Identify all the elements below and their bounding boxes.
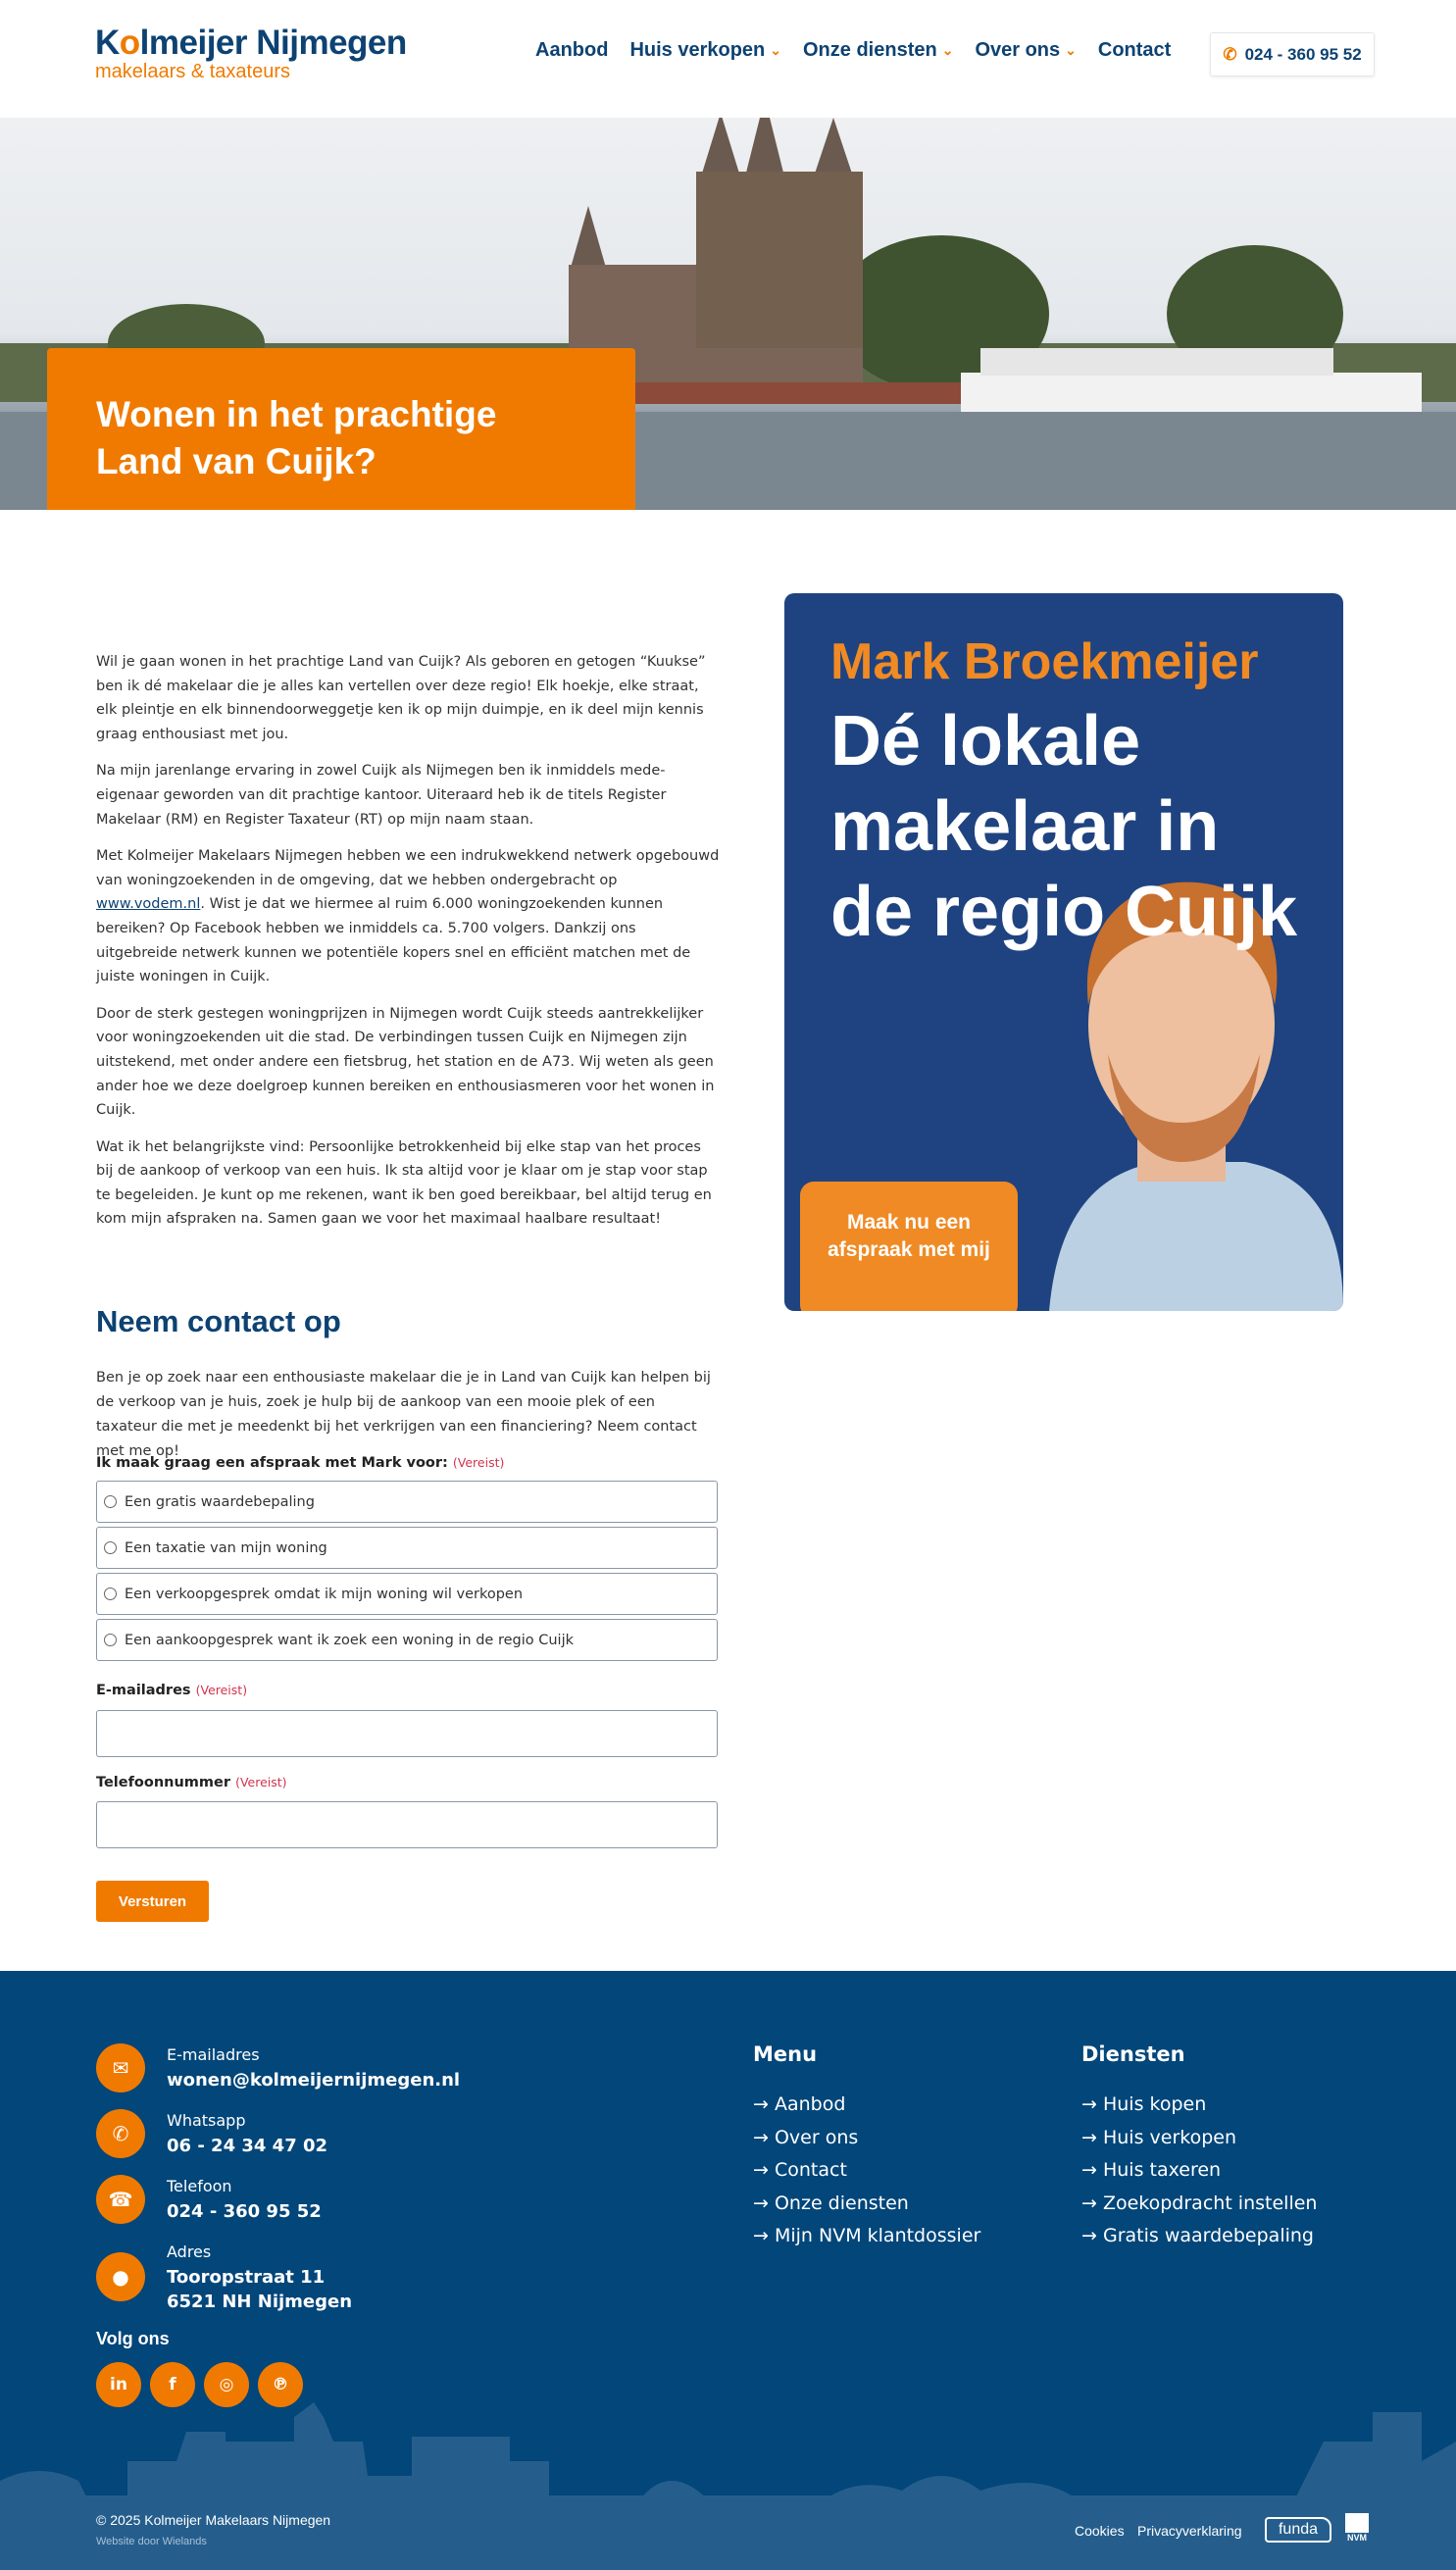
email-label — [96, 1683, 247, 1698]
agent-name: Mark Broekmeijer — [830, 633, 1259, 690]
linkedin-icon[interactable]: in — [96, 2362, 141, 2407]
mail-icon: ✉ — [96, 2043, 145, 2092]
radio-option-waardebepaling[interactable] — [96, 1481, 718, 1523]
radio-circle[interactable] — [104, 1495, 117, 1508]
logo-text: K — [95, 24, 120, 62]
link-label: Huis taxeren — [1102, 2159, 1222, 2181]
label-text: Telefoonnummer — [96, 1775, 231, 1790]
phone-icon: ☎ — [96, 2175, 145, 2224]
nav-label: Over ons — [975, 39, 1061, 61]
footer-whatsapp[interactable] — [96, 2109, 327, 2158]
footer-link[interactable]: → Contact — [753, 2159, 847, 2181]
required-marker: (Vereist) — [235, 1775, 287, 1789]
hero-image — [0, 118, 1456, 510]
privacy-link[interactable]: Privacyverklaring — [1137, 2523, 1242, 2539]
paragraph: Wat ik het belangrijkste vind: Persoonlijke betrokkenheid bij elke stap van het proces bij de aankoop of verkoop van een huis. Ik sta altijd voor je klaar om je stap voor stap te begeleiden. Je kunt op me rekenen, want ik ben goed bereikbaar, bel altijd terug en kom mijn afspraken na. Samen gaan we voor het maximaal haalbare resultaat! — [96, 1138, 712, 1228]
phone-button[interactable] — [1210, 32, 1375, 76]
follow-heading: Volg ons — [96, 2329, 170, 2348]
agent-banner[interactable] — [784, 593, 1343, 1311]
main-nav — [535, 39, 1171, 62]
boat — [961, 373, 1422, 417]
radio-option-aankoopgesprek[interactable] — [96, 1619, 718, 1661]
text: Met Kolmeijer Makelaars Nijmegen hebben we een indrukwekkend netwerk opgebouwd van woningzoekenden in de omgeving, dat we hebben ondergebracht op — [96, 848, 720, 888]
option-label: Een aankoopgesprek want ik zoek een woning in de regio Cuijk — [125, 1632, 574, 1648]
radio-circle[interactable] — [104, 1587, 117, 1600]
contact-label: E-mailadres — [167, 2045, 260, 2064]
link-label: Aanbod — [774, 2093, 846, 2115]
chevron-down-icon: ⌄ — [770, 42, 781, 58]
label-text: E-mailadres — [96, 1683, 191, 1698]
footer-link[interactable]: → Onze diensten — [753, 2192, 909, 2214]
submit-button[interactable]: Versturen — [96, 1881, 209, 1922]
link-label: Contact — [774, 2159, 847, 2181]
contact-value[interactable]: wonen@kolmeijernijmegen.nl — [167, 2070, 461, 2091]
menu-heading: Menu — [753, 2042, 818, 2066]
required-marker: (Vereist) — [452, 1455, 505, 1470]
footer-address — [96, 2241, 352, 2314]
appointment-label — [96, 1455, 504, 1471]
link-label: Gratis waardebepaling — [1102, 2225, 1314, 2246]
radio-option-taxatie[interactable] — [96, 1527, 718, 1569]
contact-value: Tooropstraat 11 — [167, 2267, 326, 2288]
radio-circle[interactable] — [104, 1541, 117, 1554]
nav-label: Huis verkopen — [629, 39, 766, 61]
site-header — [0, 0, 1456, 118]
option-label: Een verkoopgesprek omdat ik mijn woning wil verkopen — [125, 1586, 524, 1602]
nav-label: Onze diensten — [803, 39, 937, 61]
nav-over-ons[interactable] — [975, 39, 1076, 62]
footer-email[interactable] — [96, 2043, 460, 2092]
whatsapp-icon: ✆ — [96, 2109, 145, 2158]
link-label: Huis kopen — [1102, 2093, 1207, 2115]
phone-number: 024 - 360 95 52 — [1244, 44, 1362, 64]
pinterest-icon[interactable]: ℗ — [258, 2362, 303, 2407]
hero-title-box — [47, 348, 635, 510]
contact-value[interactable]: 06 - 24 34 47 02 — [167, 2136, 328, 2156]
nvm-label: NVM — [1347, 2533, 1367, 2543]
footer-bottom-bar — [0, 2495, 1456, 2570]
logo[interactable] — [95, 24, 407, 83]
radio-circle[interactable] — [104, 1634, 117, 1646]
link-label: Zoekopdracht instellen — [1102, 2192, 1318, 2214]
intro-text — [96, 650, 720, 1244]
option-label: Een taxatie van mijn woning — [125, 1539, 327, 1556]
hero-title: Wonen in het prachtige Land van Cuijk? — [96, 394, 497, 481]
footer-menu — [753, 2042, 980, 2258]
social-links — [96, 2362, 303, 2407]
paragraph: Na mijn jarenlange ervaring in zowel Cuijk als Nijmegen ben ik inmiddels mede-eigenaar geworden van dit prachtige kantoor. Uiteraard heb ik de titels Register Makelaar (RM) en Register Taxateur (RT) op mijn naam staan. — [96, 763, 667, 828]
phone-icon: ✆ — [1223, 44, 1237, 64]
text: . Wist je dat we hiermee al ruim 6.000 woningzoekenden kunnen bereiken? Op Facebook hebben we inmiddels ca. 5.700 volgers. Dankzij ons uitgebreide netwerk kunnen we potentiële kopers snel en efficiënt matchen met de juiste woningen in Cuijk. — [96, 896, 691, 985]
logo-tagline: makelaars & taxateurs — [95, 61, 290, 82]
link-label: Mijn NVM klantdossier — [774, 2225, 981, 2246]
copyright: © 2025 Kolmeijer Makelaars Nijmegen — [96, 2512, 331, 2528]
phone-label — [96, 1775, 287, 1790]
nav-label: Aanbod — [535, 39, 609, 61]
footer-services — [1081, 2042, 1317, 2258]
required-marker: (Vereist) — [195, 1683, 248, 1697]
nvm-logo[interactable] — [1343, 2513, 1371, 2543]
contact-value: 6521 NH Nijmegen — [167, 2292, 353, 2312]
footer-link[interactable]: → Over ons — [753, 2126, 859, 2148]
location-icon: ● — [96, 2252, 145, 2301]
banner-headline: Dé lokale makelaar in de regio Cuijk — [830, 702, 1298, 951]
email-field[interactable] — [96, 1710, 718, 1757]
nav-label: Contact — [1097, 39, 1172, 61]
nav-huis-verkopen[interactable] — [629, 39, 781, 62]
link-label: Huis verkopen — [1102, 2126, 1237, 2148]
radio-option-verkoopgesprek[interactable] — [96, 1573, 718, 1615]
nav-aanbod[interactable] — [535, 39, 608, 62]
services-heading: Diensten — [1081, 2042, 1185, 2066]
footer-link[interactable]: → Huis taxeren — [1081, 2159, 1222, 2181]
credit-link[interactable]: Website door Wielands — [96, 2536, 207, 2547]
nav-contact[interactable] — [1098, 39, 1171, 62]
paragraph: Door de sterk gestegen woningprijzen in Nijmegen wordt Cuijk steeds aantrekkelijker voor woningzoekenden uit die stad. De verbindingen tussen Cuijk en Nijmegen zijn uitstekend, met onder andere een fietsbrug, het station en de A73. Wij weten als geen ander hoe we deze doelgroep kunnen bereiken en enthousiasmeren voor het wonen in Cuijk. — [96, 1005, 715, 1119]
phone-field[interactable] — [96, 1801, 718, 1848]
contact-label: Whatsapp — [167, 2111, 246, 2130]
appointment-cta[interactable]: Maak nu een afspraak met mij — [800, 1182, 1018, 1311]
logo-text: o — [119, 24, 140, 62]
instagram-icon[interactable]: ◎ — [204, 2362, 249, 2407]
footer-link[interactable]: → Mijn NVM klantdossier — [753, 2225, 981, 2246]
footer-link[interactable]: → Aanbod — [753, 2093, 846, 2115]
chevron-down-icon: ⌄ — [941, 42, 954, 58]
contact-intro: Ben je op zoek naar een enthousiaste makelaar die je in Land van Cuijk kan helpen bij de verkoop van je huis, zoek je hulp bij de aankoop van een mooie plek of een taxateur die met je meedenkt bij het verkrijgen van een financiering? Neem contact met me op! — [96, 1370, 711, 1459]
contact-value[interactable]: 024 - 360 95 52 — [167, 2201, 322, 2222]
footer-link[interactable]: → Gratis waardebepaling — [1081, 2225, 1314, 2246]
footer-phone[interactable] — [96, 2175, 322, 2224]
facebook-icon[interactable]: f — [150, 2362, 195, 2407]
link-label: Over ons — [774, 2126, 859, 2148]
paragraph: Wil je gaan wonen in het prachtige Land van Cuijk? Als geboren en getogen “Kuukse” ben ik dé makelaar die je alles kan vertellen over deze regio! Elk hoekje, elke straat, elk pleintje en elk binnendoorweggetje ken ik op mijn duimpje, en ik deel mijn kennis graag enthousiast met jou. — [96, 654, 706, 742]
contact-label: Adres — [167, 2242, 212, 2261]
footer-link[interactable]: → Huis verkopen — [1081, 2126, 1237, 2148]
label-text: Ik maak graag een afspraak met Mark voor: — [96, 1455, 448, 1471]
vodem-link[interactable]: www.vodem.nl — [96, 896, 201, 913]
footer-link[interactable]: → Zoekopdracht instellen — [1081, 2192, 1318, 2214]
funda-logo[interactable]: funda — [1265, 2517, 1331, 2543]
logo-text: lmeijer Nijmegen — [139, 24, 407, 62]
chevron-down-icon: ⌄ — [1065, 42, 1077, 58]
nav-onze-diensten[interactable] — [803, 39, 953, 62]
link-label: Onze diensten — [774, 2192, 909, 2214]
footer-link[interactable]: → Huis kopen — [1081, 2093, 1207, 2115]
contact-label: Telefoon — [167, 2177, 232, 2195]
paragraph — [96, 844, 720, 989]
contact-heading: Neem contact op — [96, 1304, 341, 1338]
option-label: Een gratis waardebepaling — [125, 1493, 315, 1510]
cookies-link[interactable]: Cookies — [1075, 2523, 1125, 2539]
